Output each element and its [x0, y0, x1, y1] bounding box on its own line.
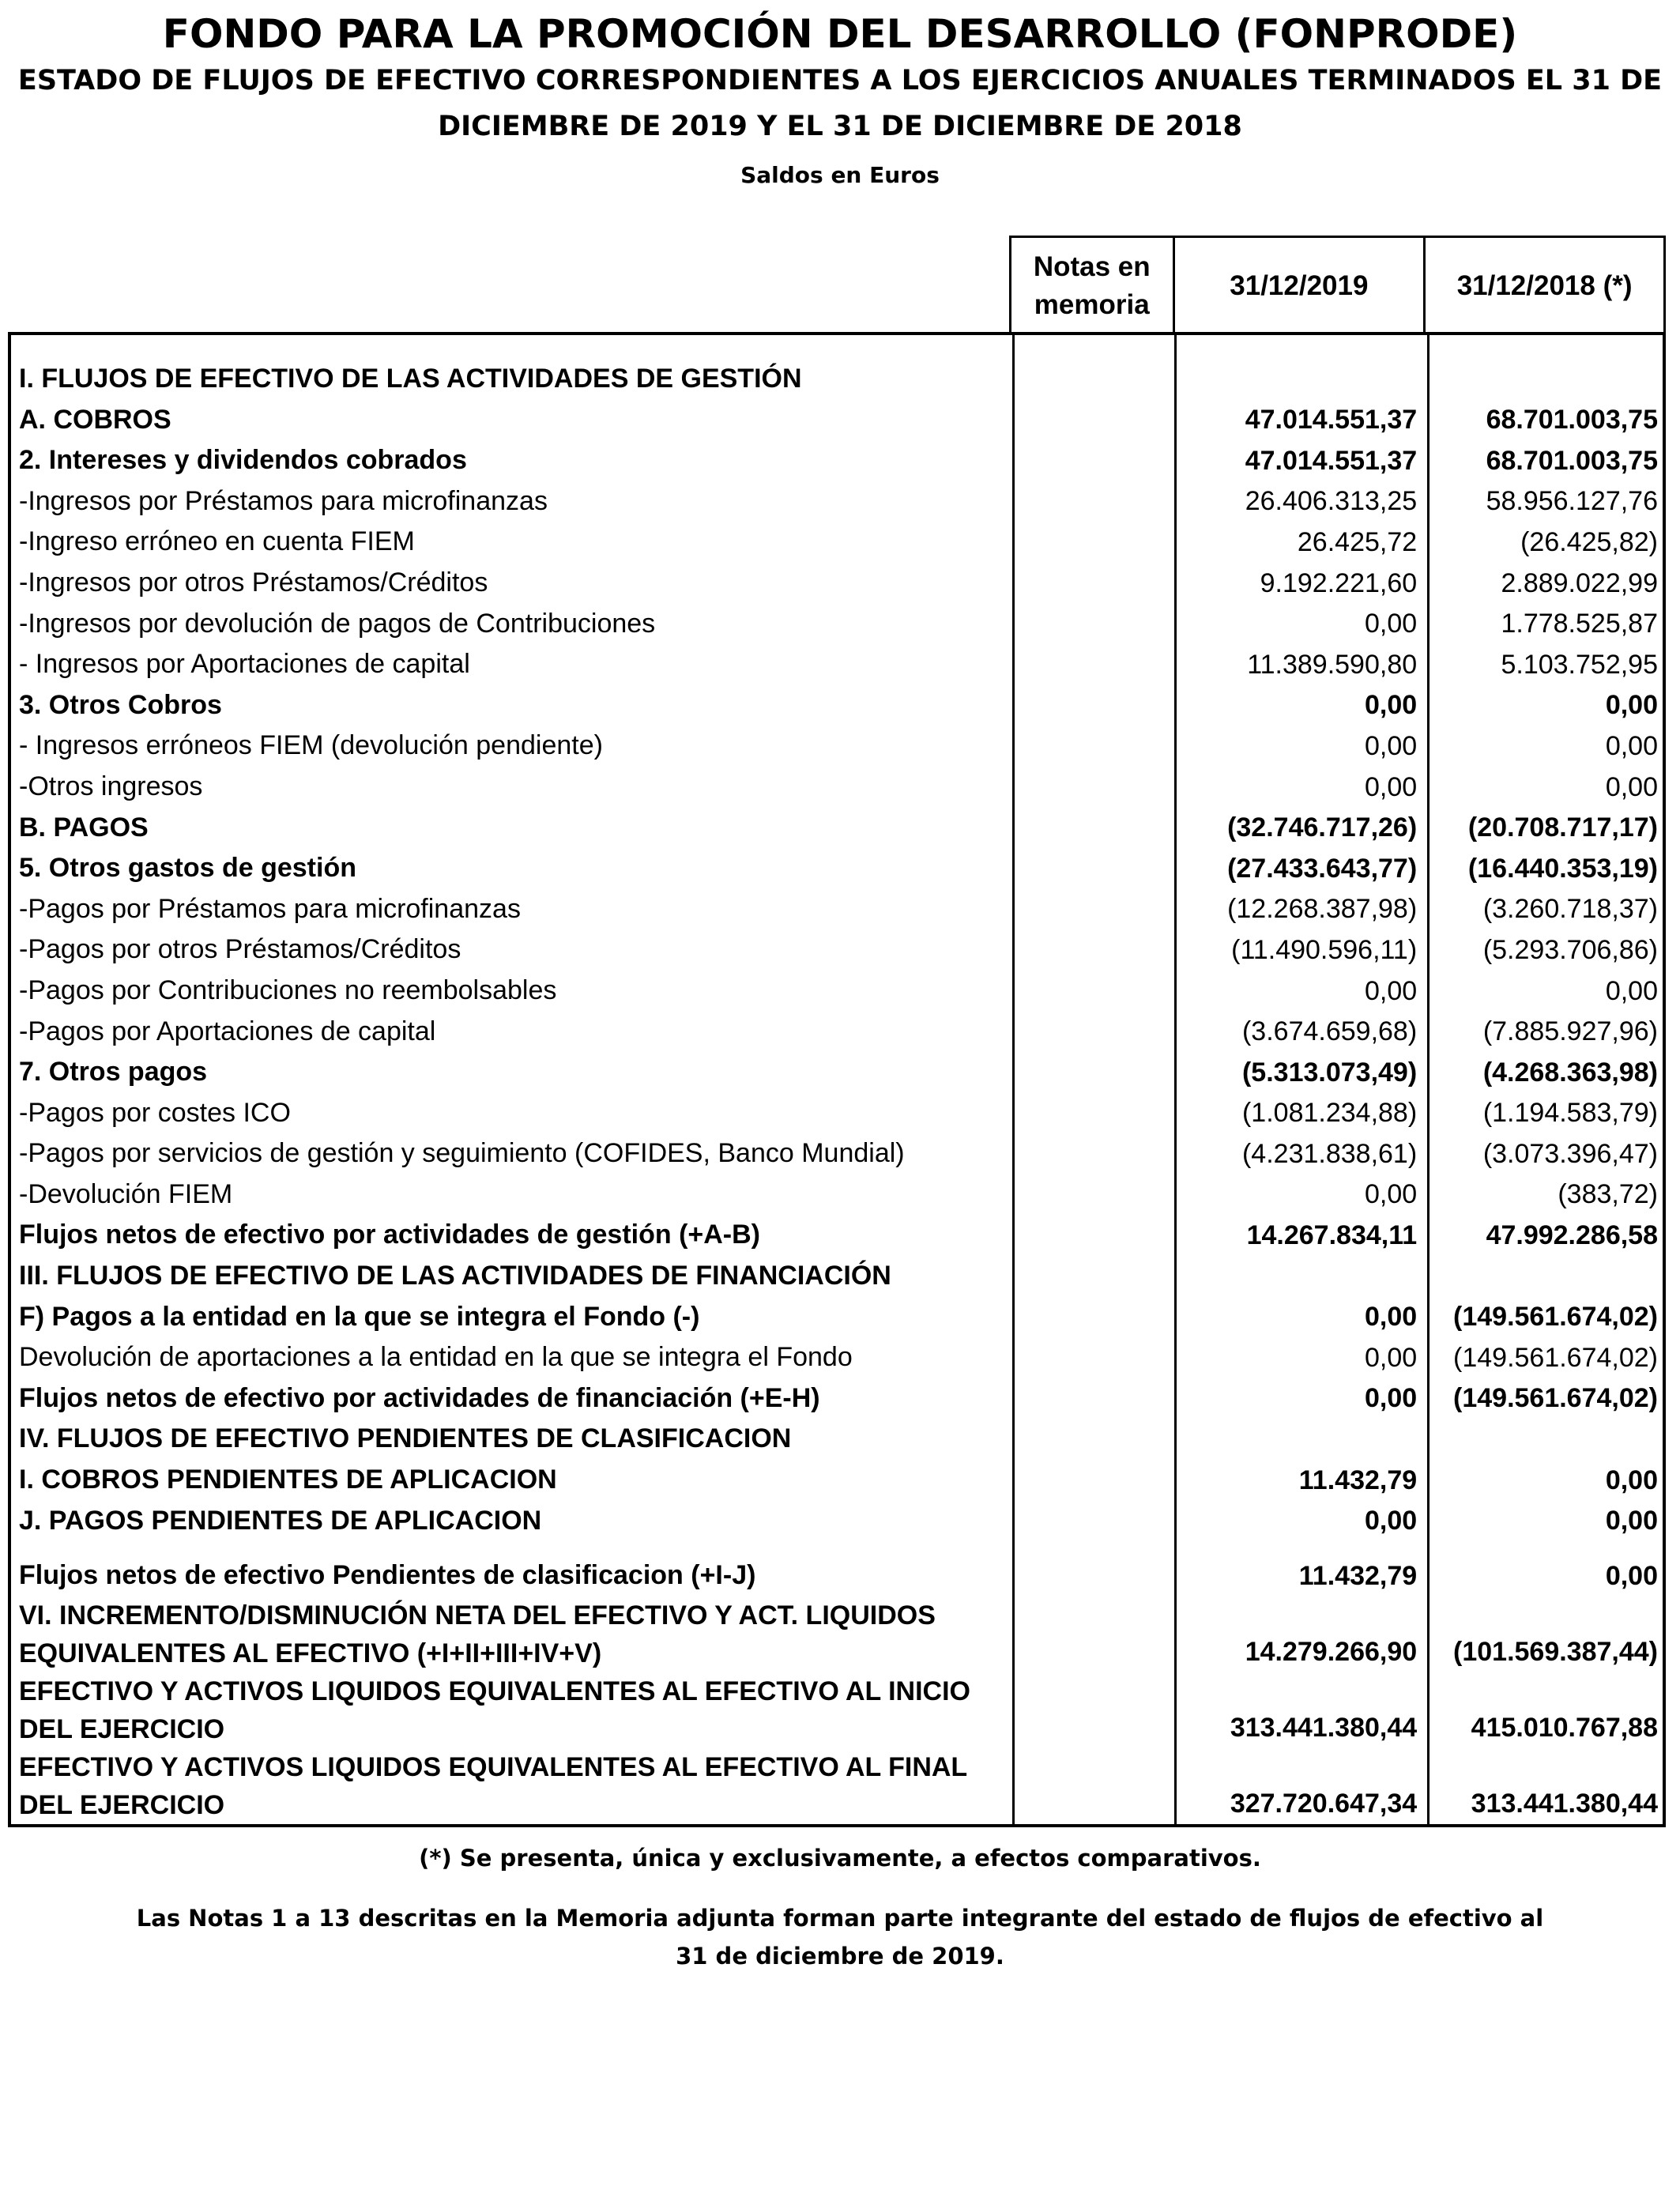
- notes-header-line2: memoria: [1034, 288, 1150, 320]
- row-notes-cell: [1008, 1419, 1170, 1460]
- row-label: -Pagos por servicios de gestión y seguimiento (COFIDES, Banco Mundial): [19, 1138, 905, 1169]
- row-notes-cell: [1008, 767, 1170, 808]
- row-value-2019: 0,00: [1364, 730, 1418, 761]
- row-notes-cell: [1008, 685, 1170, 726]
- table-row: [11, 971, 1663, 1012]
- row-label: Flujos netos de efectivo por actividades de gestión (+A-B): [19, 1220, 761, 1250]
- row-value-2019: 14.279.266,90: [1245, 1636, 1418, 1667]
- table-row: [11, 685, 1663, 726]
- row-notes-cell: [1008, 1378, 1170, 1419]
- row-value-2018: [1422, 1419, 1663, 1460]
- document-subtitle-line1: ESTADO DE FLUJOS DE EFECTIVO CORRESPONDIENTES A LOS EJERCICIOS ANUALES TERMINADOS EL 31 DE: [17, 65, 1663, 96]
- row-value-2018: 0,00: [1605, 1560, 1658, 1591]
- row-label: -Pagos por Aportaciones de capital: [19, 1016, 436, 1046]
- row-notes-cell: [1008, 644, 1170, 685]
- row-notes-cell: [1008, 1256, 1170, 1297]
- table-row: [11, 1093, 1663, 1134]
- row-label: 7. Otros pagos: [19, 1057, 208, 1088]
- row-value-2018: (3.073.396,47): [1482, 1138, 1658, 1169]
- row-value-2018: 0,00: [1605, 730, 1658, 761]
- row-value-2019: 0,00: [1364, 690, 1418, 721]
- row-value-2018: 2.889.022,99: [1501, 567, 1658, 598]
- row-value-2018: (7.885.927,96): [1482, 1016, 1658, 1047]
- row-label: [11, 1596, 1008, 1672]
- row-value-2018: 0,00: [1605, 771, 1658, 802]
- table-row: [11, 359, 1663, 400]
- row-value-2018: 1.778.525,87: [1501, 609, 1658, 639]
- row-notes-cell: [1008, 1133, 1170, 1174]
- row-notes-cell: [1008, 1052, 1170, 1093]
- row-notes-cell: [1008, 1297, 1170, 1338]
- row-label: J. PAGOS PENDIENTES DE APLICACION: [19, 1505, 542, 1536]
- row-label: F) Pagos a la entidad en la que se integra el Fondo (-): [19, 1301, 700, 1332]
- row-label: - Ingresos erróneos FIEM (devolución pendiente): [19, 730, 603, 761]
- table-row: [11, 1052, 1663, 1093]
- table-row: [11, 644, 1663, 685]
- currency-note: Saldos en Euros: [740, 162, 940, 188]
- comparative-footnote: (*) Se presenta, única y exclusivamente, a efectos comparativos.: [419, 1845, 1261, 1872]
- row-label: -Ingresos por otros Préstamos/Créditos: [19, 567, 488, 598]
- row-label: -Pagos por Préstamos para microfinanzas: [19, 893, 521, 924]
- row-value-2018: 5.103.752,95: [1501, 649, 1658, 680]
- table-row: [11, 481, 1663, 522]
- row-value-2019: (3.674.659,68): [1241, 1016, 1418, 1047]
- row-value-2018: 313.441.380,44: [1471, 1788, 1658, 1819]
- row-value-2019: (4.231.838,61): [1241, 1138, 1418, 1169]
- row-label: Devolución de aportaciones a la entidad en la que se integra el Fondo: [19, 1342, 853, 1373]
- row-value-2018: 47.992.286,58: [1486, 1220, 1658, 1251]
- row-value-2019: 0,00: [1364, 1506, 1418, 1536]
- row-notes-cell: [1008, 1215, 1170, 1256]
- table-row: [11, 1174, 1663, 1216]
- row-value-2019: 313.441.380,44: [1230, 1712, 1418, 1743]
- row-notes-cell: [1008, 1555, 1170, 1596]
- table-row: [11, 1672, 1663, 1748]
- row-value-2019: 11.432,79: [1298, 1465, 1418, 1495]
- row-value-2019: 0,00: [1364, 975, 1418, 1006]
- row-value-2019: (1.081.234,88): [1241, 1098, 1418, 1129]
- row-value-2018: 0,00: [1605, 690, 1658, 721]
- table-row: [11, 1596, 1663, 1672]
- row-notes-cell: [1008, 440, 1170, 481]
- year-2019-column-header: 31/12/2019: [1173, 238, 1424, 334]
- row-value-2018: (149.561.674,02): [1453, 1383, 1658, 1414]
- table-row: [11, 726, 1663, 767]
- row-value-2019: (11.490.596,11): [1231, 934, 1418, 965]
- table-row: [11, 848, 1663, 889]
- row-notes-cell: [1008, 1012, 1170, 1053]
- document-title: FONDO PARA LA PROMOCIÓN DEL DESARROLLO (FONPRODE): [162, 11, 1518, 57]
- table-row: [11, 1012, 1663, 1053]
- notes-column-header: [1011, 238, 1173, 334]
- row-notes-cell: [1008, 1337, 1170, 1378]
- row-label-line2: DEL EJERCICIO: [19, 1713, 225, 1744]
- row-value-2018: (26.425,82): [1520, 526, 1658, 557]
- row-value-2018: (16.440.353,19): [1467, 853, 1658, 884]
- table-row: [11, 1460, 1663, 1501]
- row-notes-cell: [1008, 726, 1170, 767]
- row-value-2018: (5.293.706,86): [1482, 934, 1658, 965]
- row-value-2018: (3.260.718,37): [1482, 894, 1658, 925]
- row-value-2019: 26.406.313,25: [1245, 486, 1418, 517]
- table-row: [11, 1378, 1663, 1419]
- row-label: -Devolución FIEM: [19, 1178, 233, 1209]
- row-value-2018: 0,00: [1605, 1506, 1658, 1536]
- row-label-line1: VI. INCREMENTO/DISMINUCIÓN NETA DEL EFECTIVO Y ACT. LIQUIDOS: [19, 1600, 936, 1630]
- row-value-2019: 0,00: [1364, 1179, 1418, 1210]
- row-value-2018: (4.268.363,98): [1482, 1057, 1658, 1088]
- table-row: [11, 889, 1663, 930]
- table-row: [11, 929, 1663, 971]
- row-value-2018: (149.561.674,02): [1453, 1342, 1658, 1373]
- row-value-2019: 47.014.551,37: [1245, 405, 1418, 435]
- row-label: -Ingresos por devolución de pagos de Contribuciones: [19, 608, 656, 639]
- row-value-2018: (1.194.583,79): [1482, 1098, 1658, 1129]
- row-value-2019: 0,00: [1364, 1342, 1418, 1373]
- row-label: Flujos netos de efectivo Pendientes de clasificacion (+I-J): [19, 1560, 756, 1591]
- table-row: [11, 1297, 1663, 1338]
- cash-flow-table: [8, 332, 1666, 1827]
- table-row: [11, 808, 1663, 849]
- row-notes-cell: [1008, 1174, 1170, 1216]
- row-label: -Pagos por otros Préstamos/Créditos: [19, 934, 461, 965]
- row-value-2018: 0,00: [1605, 975, 1658, 1006]
- row-label: Flujos netos de efectivo por actividades de financiación (+E-H): [19, 1382, 820, 1413]
- row-notes-cell: [1008, 481, 1170, 522]
- row-label: A. COBROS: [19, 404, 171, 435]
- row-value-2019: 9.192.221,60: [1260, 567, 1418, 598]
- row-notes-cell: [1008, 848, 1170, 889]
- row-spacer: [11, 1541, 1663, 1555]
- row-label-line2: DEL EJERCICIO: [19, 1789, 225, 1820]
- row-value-2018: (149.561.674,02): [1453, 1302, 1658, 1333]
- row-notes-cell: [1008, 971, 1170, 1012]
- row-notes-cell: [1008, 400, 1170, 441]
- row-value-2019: 47.014.551,37: [1245, 445, 1418, 476]
- row-value-2018: 58.956.127,76: [1486, 486, 1658, 517]
- row-value-2019: [1170, 1256, 1422, 1297]
- row-notes-cell: [1008, 1748, 1170, 1824]
- row-value-2019: [1170, 1419, 1422, 1460]
- row-label-line2: EQUIVALENTES AL EFECTIVO (+I+II+III+IV+V): [19, 1638, 602, 1668]
- row-label: -Pagos por costes ICO: [19, 1097, 291, 1128]
- row-notes-cell: [1008, 1460, 1170, 1501]
- row-value-2018: (101.569.387,44): [1453, 1636, 1658, 1667]
- row-notes-cell: [1008, 808, 1170, 849]
- row-value-2019: (32.746.717,26): [1227, 812, 1418, 843]
- row-label: 2. Intereses y dividendos cobrados: [19, 445, 467, 476]
- row-value-2019: [1170, 359, 1422, 400]
- row-label: - Ingresos por Aportaciones de capital: [19, 649, 470, 680]
- row-label: I. FLUJOS DE EFECTIVO DE LAS ACTIVIDADES DE GESTIÓN: [19, 364, 802, 394]
- row-value-2019: (5.313.073,49): [1241, 1057, 1418, 1088]
- table-row: [11, 1256, 1663, 1297]
- row-notes-cell: [1008, 929, 1170, 971]
- row-value-2018: [1422, 1256, 1663, 1297]
- table-body: [11, 359, 1663, 1824]
- table-row: [11, 604, 1663, 645]
- row-notes-cell: [1008, 1501, 1170, 1542]
- row-notes-cell: [1008, 522, 1170, 563]
- document-subtitle-line2: DICIEMBRE DE 2019 Y EL 31 DE DICIEMBRE DE 2018: [438, 111, 1242, 142]
- row-label: -Pagos por Contribuciones no reembolsables: [19, 974, 557, 1005]
- row-value-2019: 11.389.590,80: [1247, 649, 1418, 680]
- table-row: [11, 1337, 1663, 1378]
- row-label: IV. FLUJOS DE EFECTIVO PENDIENTES DE CLASIFICACION: [19, 1423, 792, 1454]
- table-row: [11, 522, 1663, 563]
- row-value-2019: 14.267.834,11: [1246, 1220, 1418, 1251]
- table-row: [11, 563, 1663, 604]
- row-label: -Otros ingresos: [19, 771, 203, 801]
- table-row: [11, 400, 1663, 441]
- row-notes-cell: [1008, 1093, 1170, 1134]
- row-label: I. COBROS PENDIENTES DE APLICACION: [19, 1465, 557, 1495]
- row-label-line1: EFECTIVO Y ACTIVOS LIQUIDOS EQUIVALENTES AL EFECTIVO AL INICIO: [19, 1676, 970, 1706]
- year-2018-column-header: 31/12/2018 (*): [1423, 238, 1663, 334]
- row-value-2019: 26.425,72: [1297, 526, 1418, 557]
- row-label-line1: EFECTIVO Y ACTIVOS LIQUIDOS EQUIVALENTES AL EFECTIVO AL FINAL: [19, 1751, 968, 1782]
- row-label: -Ingreso erróneo en cuenta FIEM: [19, 526, 415, 557]
- row-value-2018: 68.701.003,75: [1486, 405, 1658, 435]
- table-row: [11, 1419, 1663, 1460]
- row-value-2019: (12.268.387,98): [1227, 894, 1418, 925]
- row-notes-cell: [1008, 359, 1170, 400]
- row-notes-cell: [1008, 1672, 1170, 1748]
- row-value-2018: 0,00: [1605, 1465, 1658, 1495]
- row-value-2019: 0,00: [1364, 1383, 1418, 1414]
- row-value-2018: 68.701.003,75: [1486, 445, 1658, 476]
- row-value-2018: (20.708.717,17): [1467, 812, 1658, 843]
- table-row: [11, 767, 1663, 808]
- row-value-2019: 0,00: [1364, 771, 1418, 802]
- row-value-2019: 327.720.647,34: [1230, 1788, 1418, 1819]
- memoria-footnote-line2: 31 de diciembre de 2019.: [676, 1943, 1004, 1970]
- row-label: B. PAGOS: [19, 812, 149, 843]
- column-header-row: [1009, 236, 1666, 334]
- memoria-footnote-line1: Las Notas 1 a 13 descritas en la Memoria adjunta forman parte integrante del estado de flujos de efectivo al: [136, 1905, 1544, 1932]
- row-notes-cell: [1008, 1596, 1170, 1672]
- table-row: [11, 1748, 1663, 1824]
- notes-header-line1: Notas en: [1033, 251, 1151, 283]
- table-row: [11, 1133, 1663, 1174]
- row-value-2019: 0,00: [1364, 1302, 1418, 1333]
- row-label: [11, 1672, 1008, 1748]
- table-row: [11, 440, 1663, 481]
- row-notes-cell: [1008, 563, 1170, 604]
- row-value-2018: (383,72): [1558, 1179, 1658, 1210]
- row-value-2018: [1422, 359, 1663, 400]
- table-row: [11, 1501, 1663, 1542]
- row-label: -Ingresos por Préstamos para microfinanzas: [19, 485, 548, 516]
- row-value-2019: 0,00: [1364, 609, 1418, 639]
- row-value-2018: 415.010.767,88: [1471, 1712, 1658, 1743]
- row-notes-cell: [1008, 889, 1170, 930]
- row-value-2019: (27.433.643,77): [1227, 853, 1418, 884]
- row-label: III. FLUJOS DE EFECTIVO DE LAS ACTIVIDADES DE FINANCIACIÓN: [19, 1261, 891, 1291]
- row-value-2019: 11.432,79: [1298, 1560, 1418, 1591]
- row-notes-cell: [1008, 604, 1170, 645]
- table-row: [11, 1555, 1663, 1596]
- table-row: [11, 1215, 1663, 1256]
- row-label: [11, 1748, 1008, 1824]
- row-label: 3. Otros Cobros: [19, 689, 222, 720]
- row-label: 5. Otros gastos de gestión: [19, 853, 356, 884]
